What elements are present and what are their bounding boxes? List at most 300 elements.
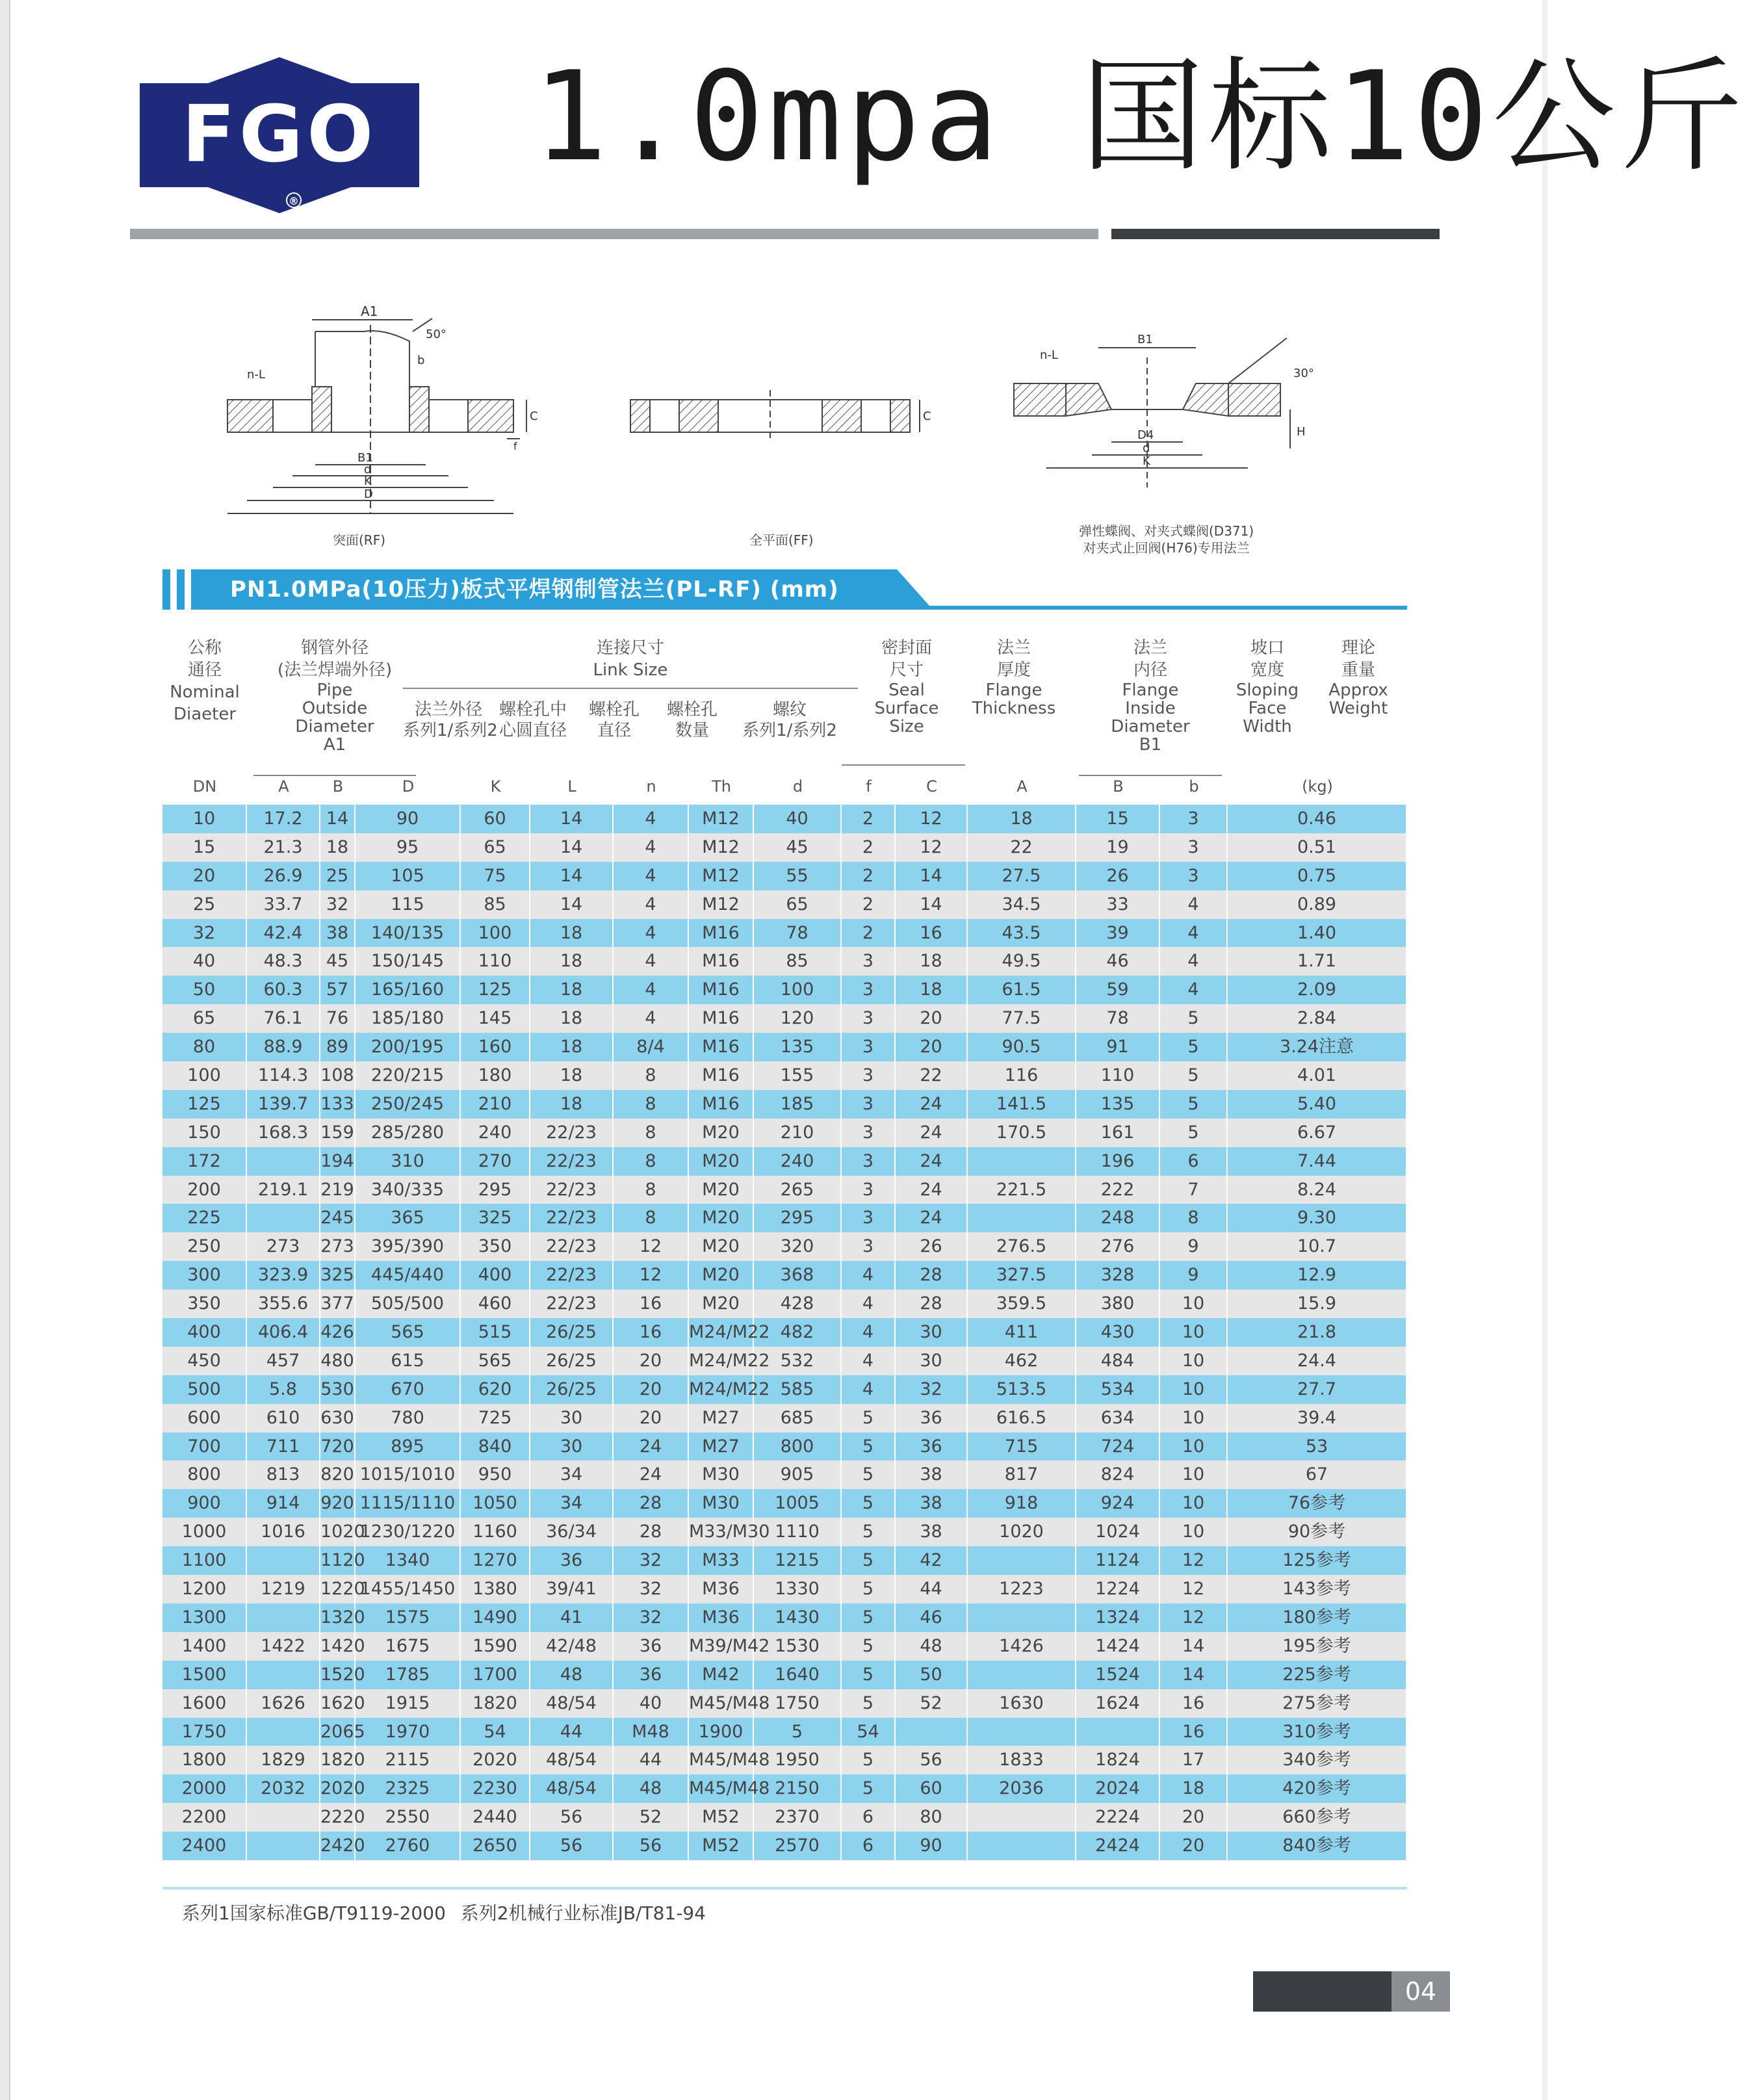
table-cell: 1426: [968, 1632, 1076, 1661]
table-row: [162, 1375, 1407, 1404]
table-cell: M42: [689, 1661, 754, 1689]
table-cell: 720: [320, 1432, 356, 1461]
header-link-L2: 直径: [597, 721, 631, 740]
column-header: b: [1189, 777, 1199, 796]
table-cell: 160: [461, 1033, 530, 1061]
table-cell: 4.01: [1228, 1061, 1407, 1090]
table-cell: 90: [356, 805, 461, 833]
table-cell: 48.3: [247, 947, 320, 976]
table-cell: [247, 1147, 320, 1176]
table-cell: 27.5: [968, 862, 1076, 890]
table-cell: 430: [1076, 1318, 1160, 1347]
table-cell: 10: [1160, 1460, 1228, 1489]
label-b: b: [417, 354, 425, 367]
table-cell: [247, 1803, 320, 1832]
table-row: [162, 1518, 1407, 1546]
header-link-cn: 连接尺寸: [596, 638, 664, 658]
table-cell: 5: [842, 1689, 896, 1718]
table-cell: 715: [968, 1432, 1076, 1461]
table-row: [162, 1832, 1407, 1860]
table-row: [162, 1718, 1407, 1746]
table-cell: 108: [320, 1061, 356, 1090]
caption-special: [1079, 523, 1254, 556]
table-cell: 1215: [754, 1546, 842, 1575]
header-pipe-en2: Outside: [302, 699, 368, 718]
table-cell: 325: [461, 1204, 530, 1232]
table-cell: 5: [842, 1404, 896, 1432]
table-cell: 2032: [247, 1774, 320, 1803]
table-cell: 484: [1076, 1347, 1160, 1375]
table-cell: 32: [320, 890, 356, 919]
table-cell: M16: [689, 976, 754, 1004]
table-row: [162, 1546, 1407, 1575]
table-cell: M33/M30: [689, 1518, 754, 1546]
table-cell: 45: [754, 833, 842, 862]
table-cell: 2024: [1076, 1774, 1160, 1803]
table-cell: 660参考: [1228, 1803, 1407, 1832]
table-cell: 52: [896, 1689, 968, 1718]
table-cell: 817: [968, 1460, 1076, 1489]
table-cell: 59: [1076, 976, 1160, 1004]
table-cell: M36: [689, 1575, 754, 1603]
table-cell: 40: [614, 1689, 689, 1718]
table-cell: 14: [896, 890, 968, 919]
table-cell: 3: [842, 1090, 896, 1119]
header-inner-cn2: 内径: [1133, 660, 1167, 680]
table-row: [162, 1004, 1407, 1033]
table-cell: 1833: [968, 1746, 1076, 1774]
table-cell: 42/48: [530, 1632, 614, 1661]
table-cell: 10: [1160, 1518, 1228, 1546]
table-cell: 75: [461, 862, 530, 890]
label-c-ff: C: [923, 409, 931, 423]
table-cell: 310: [356, 1147, 461, 1176]
table-cell: 515: [461, 1318, 530, 1347]
table-cell: 4: [614, 862, 689, 890]
table-cell: 1219: [247, 1575, 320, 1603]
header-slope-en2: Face: [1248, 699, 1287, 718]
table-cell: 6: [842, 1832, 896, 1860]
table-cell: [247, 1603, 320, 1632]
table-cell: 18: [896, 947, 968, 976]
table-cell: 2: [842, 805, 896, 833]
table-cell: M16: [689, 1061, 754, 1090]
table-cell: 3: [1160, 862, 1228, 890]
table-cell: 36: [896, 1432, 968, 1461]
table-cell: 22/23: [530, 1232, 614, 1261]
table-cell: 15.9: [1228, 1290, 1407, 1318]
flange-drawings-svg: [208, 305, 1326, 559]
table-cell: 5: [842, 1432, 896, 1461]
table-cell: 76: [320, 1004, 356, 1033]
table-cell: 1820: [461, 1689, 530, 1718]
table-cell: 135: [1076, 1090, 1160, 1119]
table-cell: 1750: [162, 1718, 247, 1746]
table-cell: 39.4: [1228, 1404, 1407, 1432]
header-pipe-rule: [253, 775, 416, 776]
table-cell: 2400: [162, 1832, 247, 1860]
column-header: A: [1016, 777, 1028, 796]
table-cell: 3: [842, 976, 896, 1004]
table-cell: M33: [689, 1546, 754, 1575]
header-pipe-cn1: 钢管外径: [300, 638, 369, 658]
table-row: [162, 1689, 1407, 1718]
table-cell: 5: [842, 1603, 896, 1632]
table-cell: 40: [162, 947, 247, 976]
table-cell: 359.5: [968, 1290, 1076, 1318]
table-cell: 33.7: [247, 890, 320, 919]
table-cell: 420参考: [1228, 1774, 1407, 1803]
table-cell: 8/4: [614, 1033, 689, 1061]
table-cell: 38: [896, 1518, 968, 1546]
label-b1-special: B1: [1137, 333, 1153, 346]
table-cell: M45/M48: [689, 1689, 754, 1718]
table-cell: 450: [162, 1347, 247, 1375]
table-bottom-rule: [162, 1887, 1407, 1889]
table-cell: 3: [1160, 805, 1228, 833]
table-cell: 5: [842, 1489, 896, 1518]
table-cell: 90: [896, 1832, 968, 1860]
table-cell: 125参考: [1228, 1546, 1407, 1575]
table-cell: 26: [896, 1232, 968, 1261]
table-cell: 22: [896, 1061, 968, 1090]
table-cell: 5: [1160, 1033, 1228, 1061]
table-cell: 1120: [320, 1546, 356, 1575]
table-cell: 22/23: [530, 1119, 614, 1147]
table-cell: 89: [320, 1033, 356, 1061]
header-link-Th1: 螺纹: [772, 700, 807, 719]
table-cell: 2570: [754, 1832, 842, 1860]
header-link-Th2: 系列1/系列2: [742, 721, 837, 740]
header-link-n1: 螺栓孔: [666, 700, 718, 719]
table-cell: 170.5: [968, 1119, 1076, 1147]
fgo-logo: [136, 57, 422, 213]
column-header: K: [490, 777, 501, 796]
table-cell: [247, 1546, 320, 1575]
table-cell: 1500: [162, 1661, 247, 1689]
table-cell: 5: [842, 1575, 896, 1603]
table-cell: 20: [896, 1033, 968, 1061]
table-cell: 820: [320, 1460, 356, 1489]
header-weight-cn2: 重量: [1341, 660, 1375, 680]
column-header: B: [1113, 777, 1124, 796]
label-k: K: [364, 474, 372, 488]
table-cell: 1015/1010: [356, 1460, 461, 1489]
table-cell: 1422: [247, 1632, 320, 1661]
table-cell: 8: [614, 1147, 689, 1176]
table-cell: 161: [1076, 1119, 1160, 1147]
table-cell: M45/M48: [689, 1746, 754, 1774]
header-slope-cn2: 宽度: [1250, 660, 1284, 680]
table-cell: 30: [896, 1347, 968, 1375]
table-cell: 18: [530, 919, 614, 948]
column-header: C: [926, 777, 937, 796]
title-divider-dark: [1111, 229, 1440, 239]
table-row: [162, 1232, 1407, 1261]
table-cell: 480: [320, 1347, 356, 1375]
table-cell: 24: [896, 1090, 968, 1119]
table-cell: 800: [754, 1432, 842, 1461]
table-cell: 36: [896, 1404, 968, 1432]
table-cell: 4: [1160, 919, 1228, 948]
table-cell: M45/M48: [689, 1774, 754, 1803]
table-cell: 12: [1160, 1603, 1228, 1632]
table-cell: 532: [754, 1347, 842, 1375]
table-cell: 1200: [162, 1575, 247, 1603]
table-cell: M24/M22: [689, 1318, 754, 1347]
table-row: [162, 1404, 1407, 1432]
table-cell: [968, 1147, 1076, 1176]
table-cell: 5: [842, 1518, 896, 1546]
table-cell: 10: [1160, 1432, 1228, 1461]
table-cell: 88.9: [247, 1033, 320, 1061]
table-cell: 2230: [461, 1774, 530, 1803]
page-number: 04: [1391, 1971, 1450, 2012]
table-cell: 5: [1160, 1061, 1228, 1090]
table-cell: 195参考: [1228, 1632, 1407, 1661]
header-weight: [1313, 637, 1404, 718]
table-cell: 1340: [356, 1546, 461, 1575]
table-cell: 462: [968, 1347, 1076, 1375]
table-cell: 16: [614, 1318, 689, 1347]
table-cell: 1520: [320, 1661, 356, 1689]
table-cell: 1640: [754, 1661, 842, 1689]
table-cell: 168.3: [247, 1119, 320, 1147]
table-cell: 4: [842, 1347, 896, 1375]
table-row: [162, 1147, 1407, 1176]
table-cell: M52: [689, 1803, 754, 1832]
table-cell: 3.24注意: [1228, 1033, 1407, 1061]
header-link-rule: [403, 688, 858, 689]
registered-mark: ®: [289, 195, 299, 207]
header-seal-en3: Size: [889, 717, 924, 736]
table-cell: 245: [320, 1204, 356, 1232]
table-cell: 824: [1076, 1460, 1160, 1489]
table-cell: 54: [842, 1718, 896, 1746]
table-cell: 165/160: [356, 976, 461, 1004]
table-cell: 42: [896, 1546, 968, 1575]
table-cell: M16: [689, 1033, 754, 1061]
table-cell: 41: [530, 1603, 614, 1632]
table-cell: 15: [1076, 805, 1160, 833]
table-cell: 12: [614, 1261, 689, 1290]
table-cell: 36: [614, 1632, 689, 1661]
table-cell: 105: [356, 862, 461, 890]
table-cell: 20: [896, 1004, 968, 1033]
table-cell: 615: [356, 1347, 461, 1375]
table-cell: 6: [1160, 1147, 1228, 1176]
table-cell: 18: [968, 805, 1076, 833]
table-cell: 2420: [320, 1832, 356, 1860]
table-cell: 2440: [461, 1803, 530, 1832]
table-cell: 2000: [162, 1774, 247, 1803]
table-cell: 8: [614, 1090, 689, 1119]
table-cell: 924: [1076, 1489, 1160, 1518]
header-nominal-cn2: 通径: [187, 660, 222, 680]
table-cell: 141.5: [968, 1090, 1076, 1119]
table-cell: 1430: [754, 1603, 842, 1632]
table-cell: 5: [1160, 1004, 1228, 1033]
table-cell: 115: [356, 890, 461, 919]
table-cell: 460: [461, 1290, 530, 1318]
table-cell: 620: [461, 1375, 530, 1404]
table-cell: M16: [689, 1004, 754, 1033]
label-c: C: [530, 409, 538, 423]
table-cell: 30: [530, 1404, 614, 1432]
table-cell: 513.5: [968, 1375, 1076, 1404]
column-header: d: [792, 777, 803, 796]
table-cell: M16: [689, 1090, 754, 1119]
label-h: H: [1297, 425, 1306, 439]
table-cell: 2020: [461, 1746, 530, 1774]
table-cell: 56: [896, 1746, 968, 1774]
table-cell: 91: [1076, 1033, 1160, 1061]
table-cell: 200: [162, 1176, 247, 1204]
table-cell: 8: [614, 1061, 689, 1090]
table-cell: 28: [896, 1261, 968, 1290]
table-cell: 0.51: [1228, 833, 1407, 862]
table-cell: 14: [896, 862, 968, 890]
table-row: [162, 1204, 1407, 1232]
column-header: Th: [712, 777, 731, 796]
table-cell: 1020: [320, 1518, 356, 1546]
label-nl-special: n-L: [1040, 348, 1058, 362]
table-cell: 1785: [356, 1661, 461, 1689]
table-cell: 38: [896, 1489, 968, 1518]
header-link-K2: 心圆直径: [498, 721, 567, 740]
table-cell: 1400: [162, 1632, 247, 1661]
table-cell: 36: [530, 1546, 614, 1575]
header-pipe-en3: Diameter: [295, 717, 374, 736]
table-cell: 285/280: [356, 1119, 461, 1147]
label-angle30: 30°: [1293, 367, 1314, 380]
table-cell: 76参考: [1228, 1489, 1407, 1518]
header-weight-en2: Weight: [1328, 699, 1388, 718]
table-cell: 60: [461, 805, 530, 833]
table-cell: 920: [320, 1489, 356, 1518]
rf-drawing: [227, 318, 526, 513]
table-cell: 2: [842, 862, 896, 890]
table-cell: 1223: [968, 1575, 1076, 1603]
table-cell: 30: [530, 1432, 614, 1461]
table-cell: 530: [320, 1375, 356, 1404]
table-cell: 1024: [1076, 1518, 1160, 1546]
header-link-D: [403, 699, 498, 741]
table-cell: 225参考: [1228, 1661, 1407, 1689]
table-cell: 240: [461, 1119, 530, 1147]
table-cell: 14: [530, 890, 614, 919]
table-cell: 445/440: [356, 1261, 461, 1290]
table-cell: 1.40: [1228, 919, 1407, 948]
table-cell: 4: [842, 1375, 896, 1404]
table-cell: 840参考: [1228, 1832, 1407, 1860]
table-cell: M39/M42: [689, 1632, 754, 1661]
table-cell: [968, 1204, 1076, 1232]
table-row: [162, 1119, 1407, 1147]
table-cell: 22/23: [530, 1147, 614, 1176]
table-cell: 670: [356, 1375, 461, 1404]
header-seal-cn1: 密封面: [881, 638, 932, 658]
table-cell: 0.46: [1228, 805, 1407, 833]
table-cell: 248: [1076, 1204, 1160, 1232]
table-cell: 328: [1076, 1261, 1160, 1290]
table-cell: 48/54: [530, 1689, 614, 1718]
table-cell: 100: [162, 1061, 247, 1090]
table-cell: 26: [1076, 862, 1160, 890]
table-cell: M24/M22: [689, 1375, 754, 1404]
table-cell: 5: [1160, 1090, 1228, 1119]
table-cell: 14: [1160, 1661, 1228, 1689]
table-row: [162, 976, 1407, 1004]
table-cell: 18: [530, 1004, 614, 1033]
table-cell: 10: [1160, 1489, 1228, 1518]
table-cell: 5: [842, 1460, 896, 1489]
table-cell: 24: [896, 1147, 968, 1176]
table-cell: 1626: [247, 1689, 320, 1718]
header-pipe-en1: Pipe: [317, 681, 353, 700]
page-title: 1.0mpa 国标10公斤: [533, 45, 1747, 188]
table-cell: 4: [614, 1004, 689, 1033]
table-cell: 16: [1160, 1718, 1228, 1746]
page-bar: [1253, 1971, 1391, 2012]
table-cell: M20: [689, 1232, 754, 1261]
table-cell: 196: [1076, 1147, 1160, 1176]
table-cell: 482: [754, 1318, 842, 1347]
caption-special-line2: 对夹式止回阀(H76)专用法兰: [1083, 540, 1250, 556]
table-cell: 1624: [1076, 1689, 1160, 1718]
header-pipe: [253, 637, 416, 754]
table-cell: 7.44: [1228, 1147, 1407, 1176]
table-cell: 116: [968, 1061, 1076, 1090]
table-cell: 56: [530, 1803, 614, 1832]
header-link-L: [575, 699, 653, 741]
table-cell: 36/34: [530, 1518, 614, 1546]
table-cell: 222: [1076, 1176, 1160, 1204]
table-cell: 43.5: [968, 919, 1076, 948]
table-cell: 60.3: [247, 976, 320, 1004]
table-cell: 1420: [320, 1632, 356, 1661]
table-cell: 125: [162, 1090, 247, 1119]
table-cell: 30: [896, 1318, 968, 1347]
table-row: [162, 1603, 1407, 1632]
title-divider-grey: [130, 229, 1098, 239]
table-cell: 8: [614, 1204, 689, 1232]
table-cell: 78: [754, 919, 842, 948]
table-cell: M16: [689, 947, 754, 976]
table-cell: 630: [320, 1404, 356, 1432]
table-cell: 534: [1076, 1375, 1160, 1404]
table-cell: 38: [320, 919, 356, 948]
table-cell: 2150: [754, 1774, 842, 1803]
table-cell: M20: [689, 1147, 754, 1176]
table-cell: 56: [530, 1832, 614, 1860]
ff-drawing: [630, 390, 920, 442]
header-thick-cn2: 厚度: [996, 660, 1031, 680]
table-cell: 340/335: [356, 1176, 461, 1204]
table-cell: 270: [461, 1147, 530, 1176]
table-cell: 3: [842, 1204, 896, 1232]
table-cell: 80: [162, 1033, 247, 1061]
table-cell: 114.3: [247, 1061, 320, 1090]
table-cell: 17: [1160, 1746, 1228, 1774]
table-cell: 185: [754, 1090, 842, 1119]
table-cell: 5: [842, 1661, 896, 1689]
table-cell: 1270: [461, 1546, 530, 1575]
table-cell: [968, 1803, 1076, 1832]
table-cell: 4: [1160, 976, 1228, 1004]
table-cell: 12: [614, 1232, 689, 1261]
table-cell: 22/23: [530, 1290, 614, 1318]
